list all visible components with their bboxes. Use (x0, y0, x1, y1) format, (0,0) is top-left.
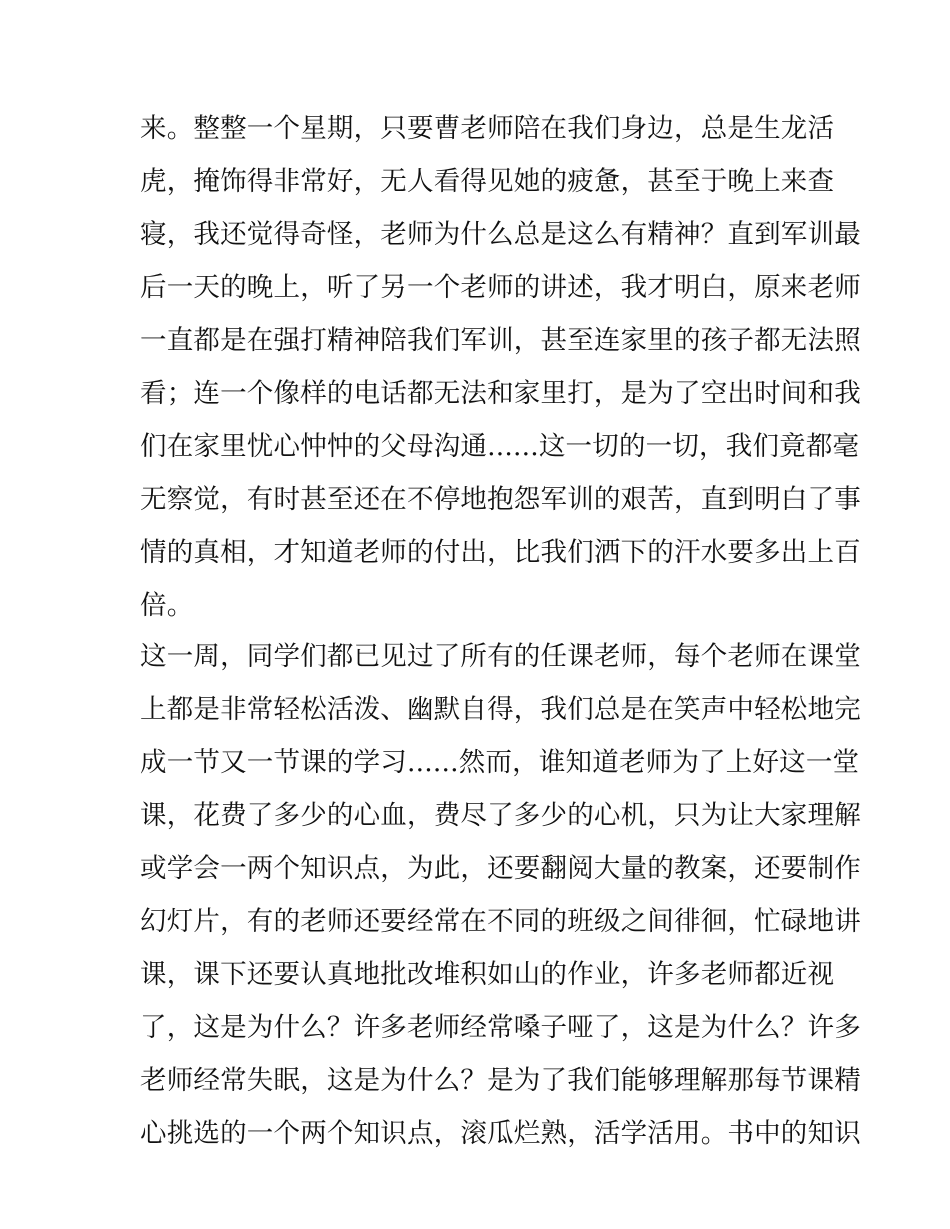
text-line: 了，这是为什么？许多老师经常嗓子哑了，这是为什么？许多 (140, 1012, 861, 1043)
text-line: 寝，我还觉得奇怪，老师为什么总是这么有精神？直到军训最 (140, 219, 861, 250)
text-line: 上都是非常轻松活泼、幽默自得，我们总是在笑声中轻松地完 (140, 694, 861, 725)
text-line: 幻灯片，有的老师还要经常在不同的班级之间徘徊，忙碌地讲 (140, 906, 861, 937)
text-line: 看；连一个像样的电话都无法和家里打，是为了空出时间和我 (140, 378, 861, 409)
text-line: 来。整整一个星期，只要曹老师陪在我们身边，总是生龙活 (140, 113, 835, 144)
text-line: 后一天的晚上，听了另一个老师的讲述，我才明白，原来老师 (140, 272, 861, 303)
text-line: 或学会一两个知识点，为此，还要翻阅大量的教案，还要制作 (140, 853, 861, 884)
text-line: 一直都是在强打精神陪我们军训，甚至连家里的孩子都无法照 (140, 325, 861, 356)
text-line: 情的真相，才知道老师的付出，比我们洒下的汗水要多出上百 (140, 537, 861, 568)
text-line: 虎，掩饰得非常好，无人看得见她的疲惫，甚至于晚上来查 (140, 166, 835, 197)
text-line: 老师经常失眠，这是为什么？是为了我们能够理解那每节课精 (140, 1065, 861, 1096)
text-line: 心挑选的一个两个知识点，滚瓜烂熟，活学活用。书中的知识 (140, 1118, 861, 1149)
text-line: 倍。 (140, 590, 194, 621)
text-line: 们在家里忧心忡忡的父母沟通......这一切的一切，我们竟都毫 (140, 431, 860, 462)
text-line: 成一节又一节课的学习......然而，谁知道老师为了上好这一堂 (140, 747, 860, 778)
text-line: 这一周，同学们都已见过了所有的任课老师，每个老师在课堂 (140, 641, 861, 672)
text-line: 课，花费了多少的心血，费尽了多少的心机，只为让大家理解 (140, 800, 861, 831)
text-line: 无察觉，有时甚至还在不停地抱怨军训的艰苦，直到明白了事 (140, 484, 861, 515)
text-line: 课，课下还要认真地批改堆积如山的作业，许多老师都近视 (140, 959, 835, 990)
